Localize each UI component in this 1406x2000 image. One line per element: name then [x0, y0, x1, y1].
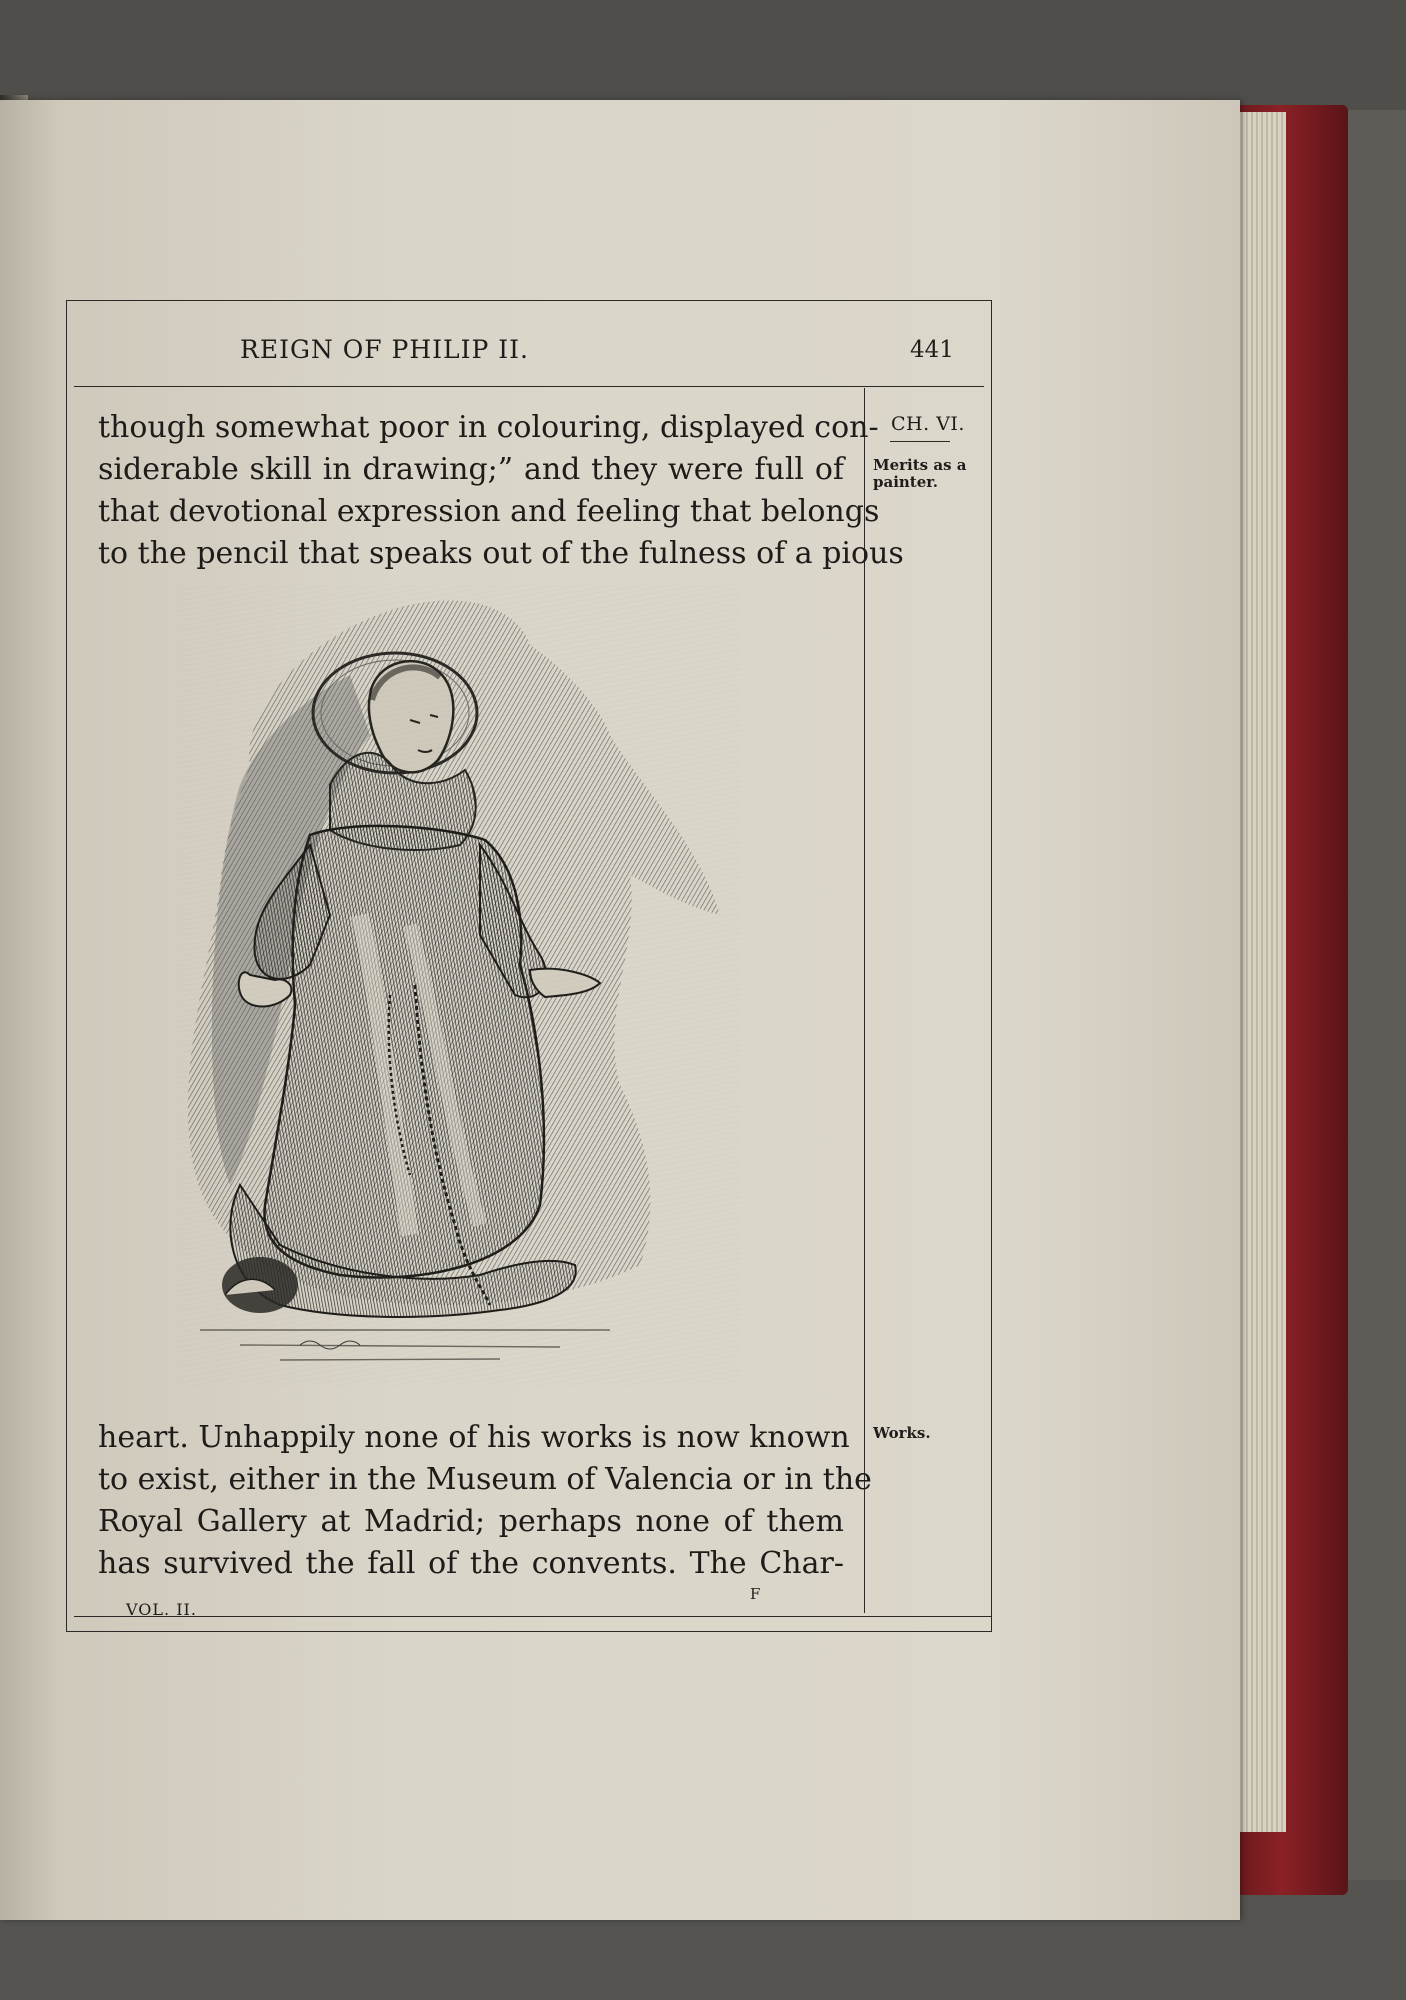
body-line: to exist, either in the Museum of Valencia or in the	[98, 1462, 872, 1497]
running-title: REIGN OF PHILIP II.	[240, 335, 529, 364]
body-line: heart. Unhappily none of his works is now known	[98, 1420, 850, 1455]
body-line: though somewhat poor in colouring, displayed con-	[98, 410, 879, 445]
body-line: to the pencil that speaks out of the fulness of a pious	[98, 536, 904, 571]
monk-engraving	[180, 585, 740, 1385]
chapter-label: CH. VI.	[891, 413, 965, 435]
page-number: 441	[910, 337, 954, 363]
background-top	[0, 0, 1406, 110]
bottom-rule	[74, 1616, 992, 1617]
signature-mark: F	[750, 1585, 761, 1603]
body-line: siderable skill in drawing;” and they were full of	[98, 452, 844, 487]
sidenote-works: Works.	[873, 1424, 931, 1442]
header-rule	[74, 386, 984, 387]
margin-rule	[864, 388, 865, 1613]
body-line: has survived the fall of the convents. The Char-	[98, 1546, 844, 1581]
sidenote-merits: Merits as a painter.	[873, 456, 967, 491]
chapter-rule	[890, 441, 950, 442]
volume-signature: VOL. II.	[126, 1600, 197, 1619]
body-line: Royal Gallery at Madrid; perhaps none of them	[98, 1504, 844, 1539]
body-line: that devotional expression and feeling that belongs	[98, 494, 880, 529]
